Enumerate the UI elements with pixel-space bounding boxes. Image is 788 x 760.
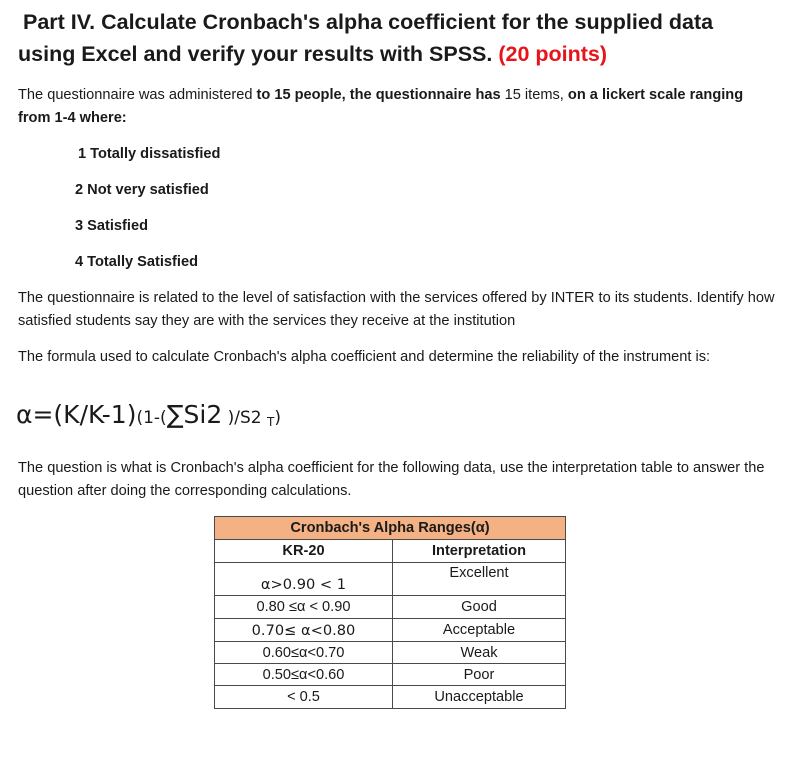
- intro-text-4: on a lickert scale ranging from 1-4 where:: [18, 87, 744, 126]
- interpretation-cell: Excellent: [393, 563, 566, 596]
- assignment-title: [18, 6, 778, 70]
- column-header-interpretation: Interpretation: [393, 540, 566, 563]
- interpretation-cell: Acceptable: [393, 619, 566, 642]
- table-row: [215, 686, 566, 709]
- scale-item-1: 1 Totally dissatisfied: [78, 146, 221, 162]
- range-cell: 0.60≤α<0.70: [215, 642, 393, 664]
- range-cell: α>0.90 < 1: [215, 563, 393, 596]
- interpretation-table: [214, 516, 566, 709]
- scale-item-3: 3 Satisfied: [75, 218, 148, 234]
- scale-item-4: 4 Totally Satisfied: [75, 254, 198, 270]
- range-cell: 0.50≤α<0.60: [215, 664, 393, 686]
- intro-paragraph: [18, 84, 778, 130]
- formula-lhs: α=(K/K-1): [16, 400, 137, 429]
- range-cell: < 0.5: [215, 686, 393, 709]
- formula-sub: T: [267, 415, 275, 429]
- intro-text-1: The questionnaire was administered: [18, 87, 257, 103]
- formula-sum: ∑Si2: [166, 400, 223, 429]
- formula-end: ): [274, 408, 282, 428]
- formula-intro: The formula used to calculate Cronbach's alpha coefficient and determine the reliability of the instrument is:: [18, 349, 711, 365]
- title-line-2: [18, 38, 778, 70]
- table-row: [215, 664, 566, 686]
- column-header-kr20: KR-20: [215, 540, 393, 563]
- interpretation-cell: Weak: [393, 642, 566, 664]
- title-line-2-text: using Excel and verify your results with SPSS.: [18, 42, 499, 66]
- intro-text-3: 15 items,: [500, 87, 568, 103]
- table-row: [215, 563, 566, 596]
- context-paragraph: The questionnaire is related to the level of satisfaction with the services offered by INTER to its students. Identify how satisfied students say they are with the services they receive at the institution: [18, 290, 775, 329]
- interpretation-cell: Unacceptable: [393, 686, 566, 709]
- table-row: [215, 642, 566, 664]
- points-label: (20 points): [498, 42, 608, 66]
- table-row: [215, 596, 566, 619]
- formula-tail: )/S2: [222, 408, 268, 428]
- question-paragraph: The question is what is Cronbach's alpha coefficient for the following data, use the interpretation table to answer the question after doing the corresponding calculations.: [18, 460, 765, 499]
- range-cell: 0.80 ≤α < 0.90: [215, 596, 393, 619]
- interpretation-cell: Good: [393, 596, 566, 619]
- formula-mid: (1-(: [136, 408, 167, 428]
- cronbach-formula: [16, 400, 281, 429]
- table-row: [215, 619, 566, 642]
- intro-text-2: to 15 people, the questionnaire has: [256, 87, 501, 103]
- title-line-1: Part IV. Calculate Cronbach's alpha coefficient for the supplied data: [23, 10, 714, 34]
- interpretation-cell: Poor: [393, 664, 566, 686]
- range-cell: 0.70≤ α<0.80: [215, 619, 393, 642]
- table-header: Cronbach's Alpha Ranges(α): [215, 517, 566, 540]
- scale-item-2: 2 Not very satisfied: [75, 182, 209, 198]
